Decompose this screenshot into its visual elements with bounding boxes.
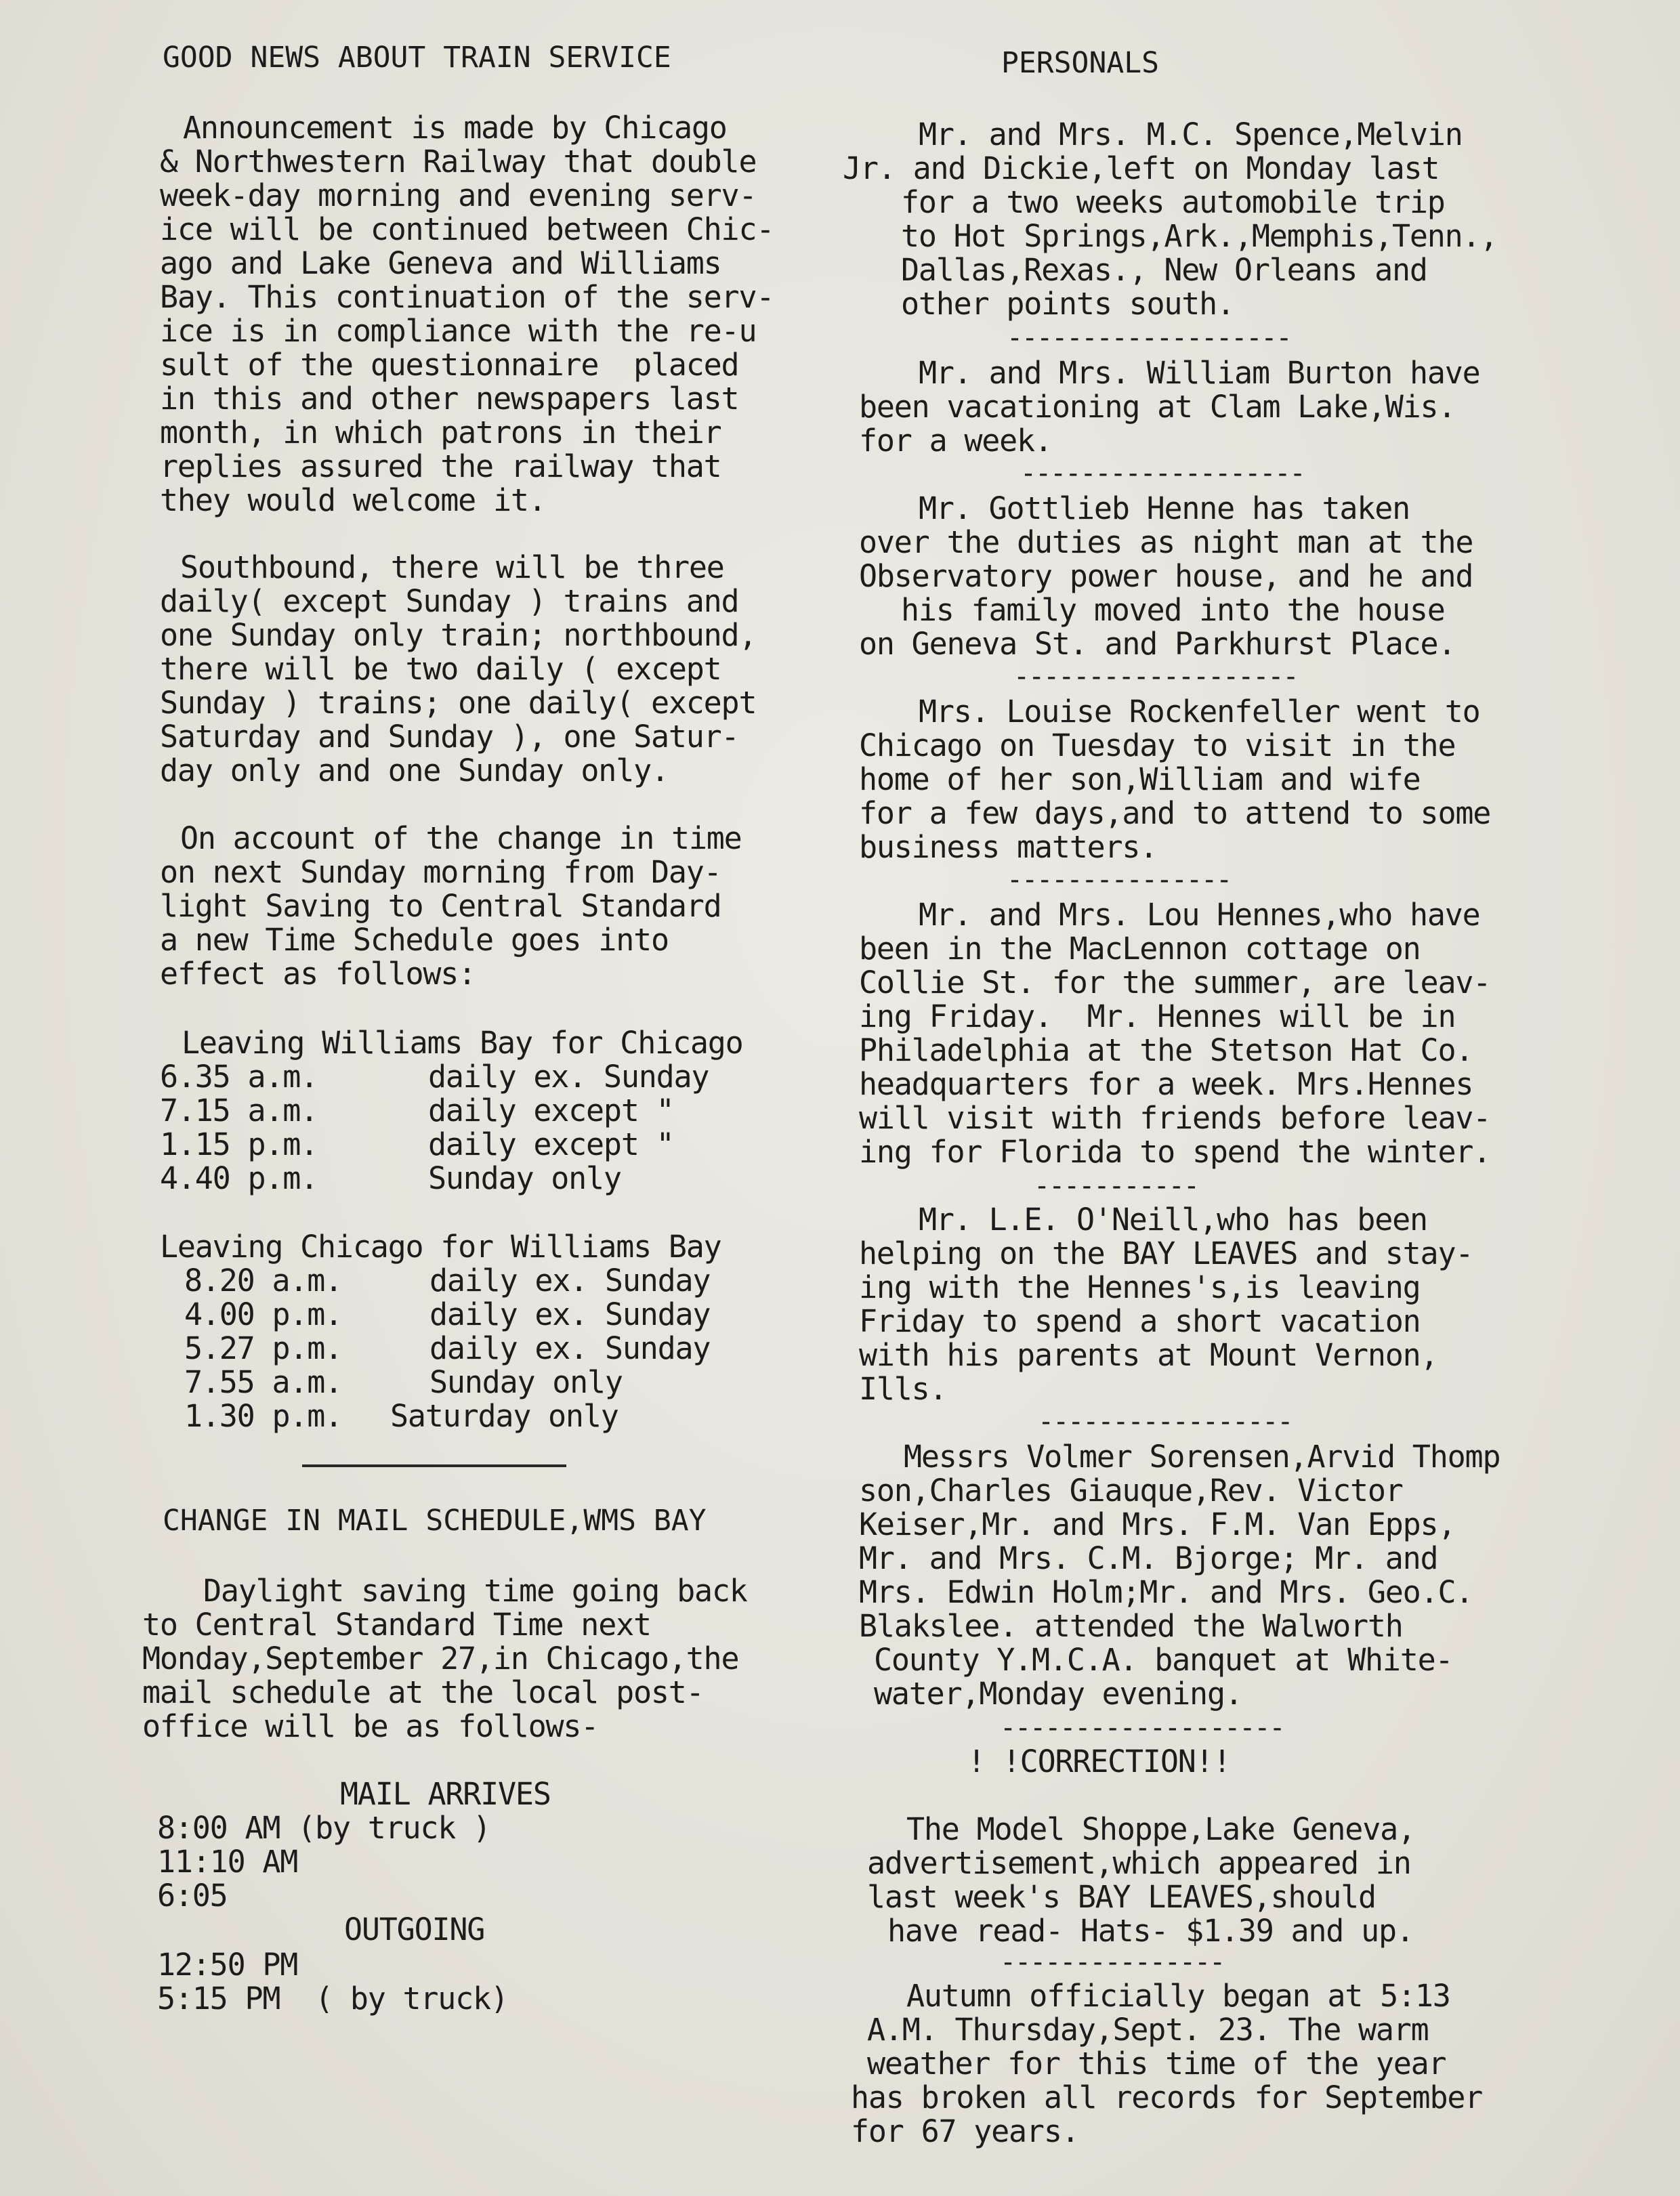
item-divider: -------------------: [1013, 661, 1298, 692]
text-line: Mrs. Louise Rockenfeller went to: [919, 694, 1480, 730]
train-service-heading: GOOD NEWS ABOUT TRAIN SERVICE: [163, 41, 671, 75]
schedule-note: daily ex. Sunday: [429, 1296, 711, 1332]
text-line: water,Monday evening.: [874, 1676, 1242, 1712]
schedule-note: Sunday only: [428, 1160, 621, 1196]
text-line: week-day morning and evening serv-: [160, 177, 757, 213]
text-line: Mr. and Mrs. William Burton have: [919, 355, 1480, 391]
schedule-note: daily ex. Sunday: [429, 1263, 711, 1298]
text-line: for a few days,and to attend to some: [859, 795, 1491, 831]
text-line: effect as follows:: [160, 956, 476, 992]
mail-time: 12:50 PM: [157, 1947, 298, 1983]
text-line: Mrs. Edwin Holm;Mr. and Mrs. Geo.C.: [859, 1574, 1473, 1610]
text-line: Collie St. for the summer, are leav-: [859, 965, 1491, 1000]
text-line: Philadelphia at the Stetson Hat Co.: [859, 1032, 1473, 1068]
schedule-time: 5.27 p.m.: [184, 1330, 343, 1366]
text-line: business matters.: [859, 829, 1158, 865]
item-divider: -----------------: [1038, 1406, 1293, 1437]
schedule-time: 4.40 p.m.: [160, 1160, 318, 1196]
schedule-time: 4.00 p.m.: [184, 1296, 343, 1332]
mail-time: 11:10 AM: [157, 1844, 298, 1880]
text-line: Southbound, there will be three: [180, 549, 724, 585]
text-line: helping on the BAY LEAVES and stay-: [859, 1236, 1473, 1271]
item-divider: ---------------: [1007, 864, 1232, 895]
schedule-note: daily except ": [428, 1126, 674, 1162]
mail-time: 6:05: [157, 1878, 228, 1914]
text-line: mail schedule at the local post-: [142, 1674, 704, 1710]
schedule-note: daily ex. Sunday: [428, 1059, 709, 1095]
text-line: home of her son,William and wife: [859, 761, 1421, 797]
section-divider: [302, 1464, 566, 1467]
item-divider: -------------------: [1020, 458, 1305, 489]
text-line: Mr. and Mrs. C.M. Bjorge; Mr. and: [859, 1540, 1438, 1576]
text-line: on next Sunday morning from Day-: [160, 854, 721, 890]
text-line: Ills.: [859, 1371, 947, 1407]
text-line: Chicago on Tuesday to visit in the: [859, 727, 1456, 763]
text-line: office will be as follows-: [142, 1708, 599, 1744]
mail-arrives-title: MAIL ARRIVES: [340, 1776, 551, 1812]
schedule-title: Leaving Chicago for Williams Bay: [160, 1229, 721, 1265]
text-line: A.M. Thursday,Sept. 23. The warm: [867, 2012, 1429, 2048]
schedule-time: 7.15 a.m.: [160, 1093, 318, 1128]
mail-schedule-heading: CHANGE IN MAIL SCHEDULE,WMS BAY: [163, 1504, 707, 1538]
schedule-note: daily ex. Sunday: [429, 1330, 711, 1366]
schedule-note: Sunday only: [429, 1364, 623, 1400]
text-line: & Northwestern Railway that double: [160, 144, 757, 180]
text-line: Bay. This continuation of the serv-: [160, 279, 774, 315]
schedule-title: Leaving Williams Bay for Chicago: [182, 1025, 743, 1061]
text-line: advertisement,which appeared in: [867, 1845, 1411, 1881]
text-line: ice is in compliance with the re-u: [160, 313, 757, 349]
text-line: Keiser,Mr. and Mrs. F.M. Van Epps,: [859, 1506, 1456, 1542]
text-line: in this and other newspapers last: [160, 381, 739, 417]
text-line: light Saving to Central Standard: [160, 888, 721, 924]
item-divider: -----------: [1034, 1170, 1198, 1202]
schedule-time: 7.55 a.m.: [184, 1364, 343, 1400]
text-line: Observatory power house, and he and: [859, 558, 1473, 594]
text-line: Saturday and Sunday ), one Satur-: [160, 719, 739, 755]
text-line: On account of the change in time: [180, 820, 742, 856]
text-line: The Model Shoppe,Lake Geneva,: [906, 1811, 1415, 1847]
text-line: Jr. and Dickie,left on Monday last: [843, 150, 1440, 186]
text-line: to Central Standard Time next: [142, 1607, 651, 1643]
text-line: with his parents at Mount Vernon,: [859, 1337, 1438, 1373]
text-line: Autumn officially began at 5:13: [906, 1978, 1450, 2014]
text-line: Daylight saving time going back: [203, 1573, 747, 1609]
text-line: will visit with friends before leav-: [859, 1100, 1491, 1136]
text-line: County Y.M.C.A. banquet at White-: [874, 1642, 1453, 1678]
text-line: other points south.: [901, 286, 1234, 322]
text-line: ing for Florida to spend the winter.: [859, 1134, 1491, 1170]
text-line: Monday,September 27,in Chicago,the: [142, 1641, 739, 1676]
text-line: weather for this time of the year: [867, 2046, 1446, 2082]
item-divider: ---------------: [1000, 1947, 1225, 1978]
schedule-note: Saturday only: [390, 1398, 618, 1434]
schedule-time: 6.35 a.m.: [160, 1059, 318, 1095]
text-line: day only and one Sunday only.: [160, 753, 669, 788]
text-line: has broken all records for September: [851, 2079, 1483, 2115]
text-line: on Geneva St. and Parkhurst Place.: [859, 626, 1456, 662]
text-line: have read- Hats- $1.39 and up.: [887, 1913, 1414, 1949]
text-line: for 67 years.: [851, 2113, 1079, 2149]
text-line: Mr. L.E. O'Neill,who has been: [919, 1202, 1427, 1238]
text-line: Announcement is made by Chicago: [183, 110, 727, 146]
schedule-note: daily except ": [428, 1093, 674, 1128]
text-line: replies assured the railway that: [160, 448, 721, 484]
text-line: last week's BAY LEAVES,should: [867, 1879, 1376, 1915]
text-line: Mr. and Mrs. Lou Hennes,who have: [919, 897, 1480, 933]
text-line: for a week.: [859, 423, 1052, 459]
text-line: for a two weeks automobile trip: [901, 184, 1445, 220]
mail-time: 5:15 PM ( by truck): [157, 1981, 508, 2016]
mail-time: 8:00 AM (by truck ): [157, 1810, 490, 1846]
text-line: ing Friday. Mr. Hennes will be in: [859, 998, 1456, 1034]
text-line: ago and Lake Geneva and Williams: [160, 245, 721, 281]
text-line: Mr. Gottlieb Henne has taken: [919, 490, 1410, 526]
text-line: Friday to spend a short vacation: [859, 1303, 1421, 1339]
schedule-time: 1.30 p.m.: [184, 1398, 343, 1434]
item-divider: -------------------: [1007, 322, 1291, 354]
correction-heading: ! !CORRECTION!!: [967, 1744, 1231, 1779]
text-line: to Hot Springs,Ark.,Memphis,Tenn.,: [901, 218, 1498, 254]
schedule-time: 1.15 p.m.: [160, 1126, 318, 1162]
text-line: Mr. and Mrs. M.C. Spence,Melvin: [919, 117, 1463, 152]
text-line: there will be two daily ( except: [160, 651, 721, 687]
text-line: ing with the Hennes's,is leaving: [859, 1269, 1421, 1305]
text-line: been in the MacLennon cottage on: [859, 931, 1421, 967]
text-line: Sunday ) trains; one daily( except: [160, 685, 757, 721]
text-line: son,Charles Giauque,Rev. Victor: [859, 1473, 1403, 1508]
text-line: headquarters for a week. Mrs.Hennes: [859, 1066, 1473, 1102]
text-line: daily( except Sunday ) trains and: [160, 583, 739, 619]
text-line: they would welcome it.: [160, 482, 546, 518]
text-line: Messrs Volmer Sorensen,Arvid Thomp: [904, 1439, 1500, 1475]
mail-outgoing-title: OUTGOING: [344, 1912, 485, 1947]
text-line: Blakslee. attended the Walworth: [859, 1608, 1403, 1644]
personals-heading: PERSONALS: [1001, 46, 1159, 80]
text-line: month, in which patrons in their: [160, 415, 721, 450]
schedule-time: 8.20 a.m.: [184, 1263, 343, 1298]
text-line: Dallas,Rexas., New Orleans and: [901, 252, 1427, 288]
text-line: been vacationing at Clam Lake,Wis.: [859, 389, 1456, 425]
text-line: a new Time Schedule goes into: [160, 922, 669, 958]
text-line: his family moved into the house: [901, 592, 1445, 628]
text-line: sult of the questionnaire placed: [160, 347, 739, 383]
text-line: one Sunday only train; northbound,: [160, 617, 757, 653]
text-line: over the duties as night man at the: [859, 524, 1473, 560]
item-divider: -------------------: [1000, 1712, 1284, 1744]
text-line: ice will be continued between Chic-: [160, 211, 774, 247]
